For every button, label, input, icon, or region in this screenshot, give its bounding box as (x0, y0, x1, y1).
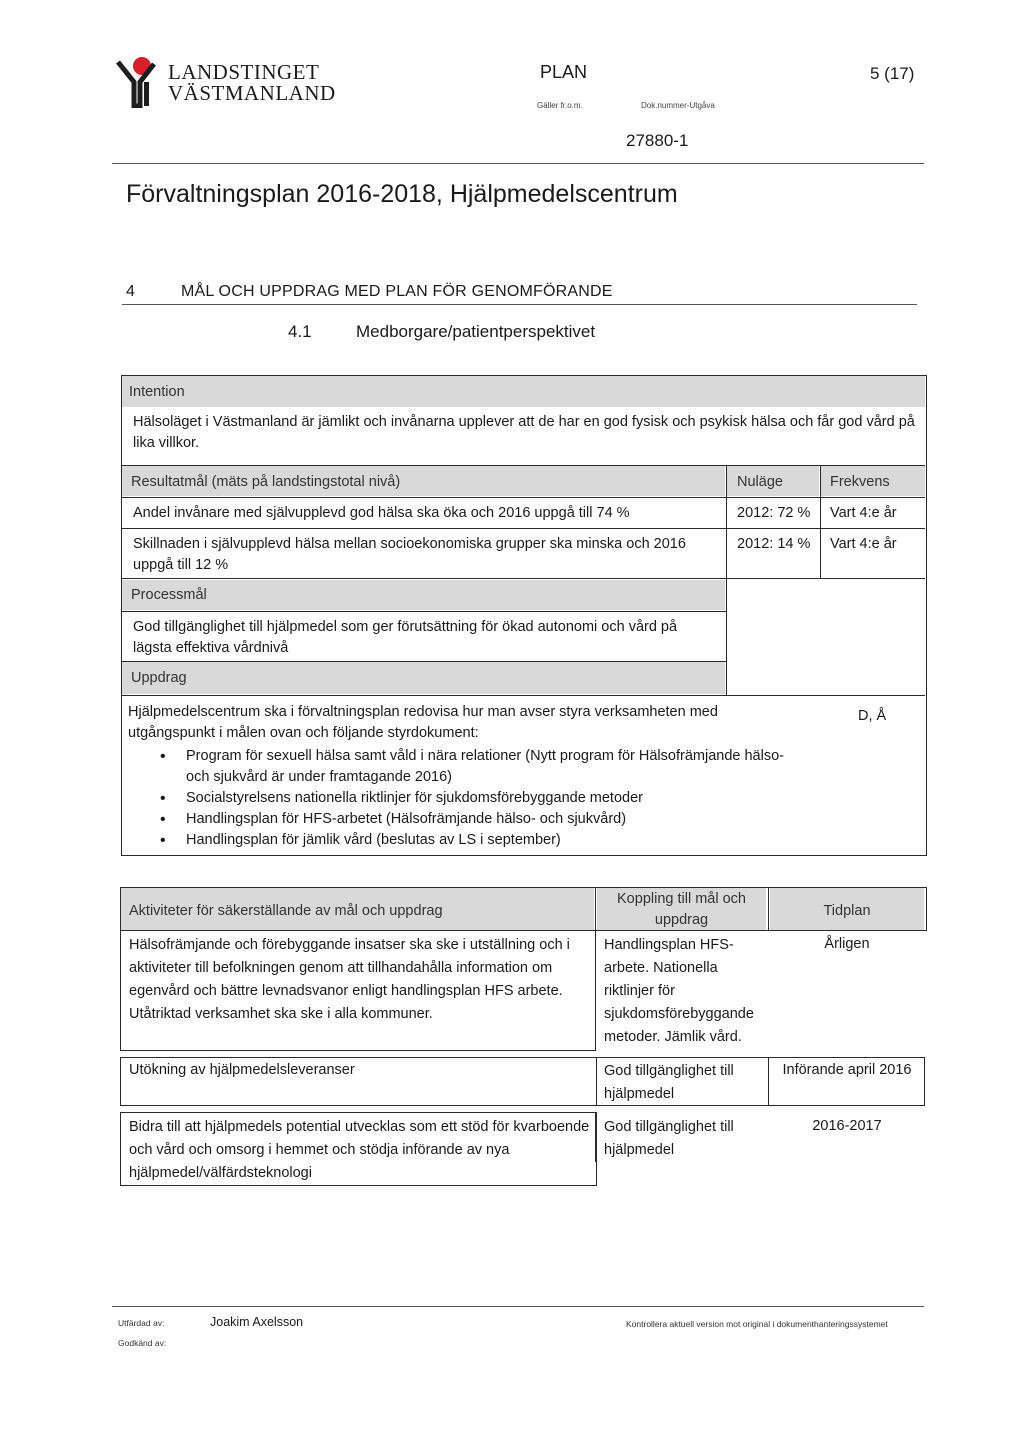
divider (122, 528, 925, 529)
divider (122, 695, 925, 696)
divider (120, 930, 926, 931)
section-title: MÅL OCH UPPDRAG MED PLAN FÖR GENOMFÖRANDE (181, 283, 613, 300)
county-logo-icon (112, 56, 164, 108)
result-status: 2012: 14 % (737, 536, 811, 552)
assignment-header-bg (122, 662, 725, 694)
frequency-header: Frekvens (830, 474, 890, 490)
assignment-header: Uppdrag (131, 670, 187, 686)
section-number: 4 (126, 283, 135, 300)
list-item: • Handlingsplan för HFS-arbetet (Hälsofrämjande hälso- och sjukvård) (128, 809, 808, 830)
issued-by-label: Utfärdad av: (118, 1318, 165, 1328)
activity-header: Aktiviteter för säkerställande av mål och uppdrag (129, 903, 443, 919)
intention-header: Intention (129, 384, 185, 400)
time-header: Tidplan (823, 903, 871, 919)
footer-note: Kontrollera aktuell version mot original i dokumenthanteringssystemet (626, 1319, 888, 1329)
section-divider (122, 304, 917, 305)
divider (122, 497, 925, 498)
divider (120, 1050, 596, 1051)
header-border (120, 887, 927, 931)
divider (595, 887, 596, 1050)
status-header: Nuläge (737, 474, 783, 490)
activity-link: God tillgänglighet till hjälpmedel (604, 1119, 734, 1158)
subsection-title: Medborgare/patientperspektivet (356, 322, 596, 341)
intention-header-bg (122, 376, 925, 407)
document-number-label: Dok.nummer-Utgåva (641, 101, 715, 110)
intention-text: Hälsoläget i Västmanland är jämlikt och invånarna upplever att de har en god fysisk och psykisk hälsa och får god vård på lika villkor. (133, 414, 915, 451)
result-text: Andel invånare med självupplevd god hälsa ska öka och 2016 uppgå till 74 % (133, 505, 630, 521)
activity-time: 2016-2017 (812, 1118, 882, 1134)
divider (768, 887, 769, 930)
activity-time: Införande april 2016 (782, 1062, 912, 1078)
list-item: • Handlingsplan för jämlik vård (beslutas av LS i september) (128, 830, 808, 851)
org-name-line1: LANDSTINGET (168, 60, 320, 84)
process-header: Processmål (131, 587, 207, 603)
divider (768, 1057, 769, 1105)
assignment-text: Hjälpmedelscentrum ska i förvaltningsplan redovisa hur man avser styra verksamheten med utgångspunkt i målen ovan och följande styrdokument: (128, 704, 718, 741)
document-number: 27880-1 (626, 131, 689, 150)
divider (122, 611, 727, 612)
process-text: God tillgänglighet till hjälpmedel som ger förutsättning för ökad autonomi och vård på lägsta effektiva vårdnivå (133, 619, 678, 656)
organization-logo (112, 52, 336, 112)
document-type: PLAN (540, 62, 588, 82)
header-divider (112, 163, 924, 164)
activity-time: Årligen (824, 936, 870, 952)
divider (122, 465, 925, 466)
link-header: Koppling till mål och uppdrag (617, 891, 746, 928)
divider (120, 930, 121, 1050)
result-header: Resultatmål (mäts på landstingstotal nivå) (131, 474, 401, 490)
activity-text: Bidra till att hjälpmedels potential utvecklas som ett stöd för kvarboende och vård och omsorg i hemmet och stödja införande av nya hjälpmedel/välfärdsteknologi (129, 1119, 590, 1181)
list-item: • Program för sexuell hälsa samt våld i nära relationer (Nytt program för Hälsofrämjande hälso- och sjukvård är under framtagande 2016) (128, 746, 808, 788)
activity-text: Utökning av hjälpmedelsleveranser (129, 1062, 355, 1078)
process-header-bg (122, 580, 725, 610)
activity-link: God tillgänglighet till hjälpmedel (604, 1063, 734, 1102)
page-number: 5 (17) (870, 64, 915, 83)
activity-text: Hälsofrämjande och förebyggande insatser ska ske i utställning och i aktiviteter till befolkningen genom att tillhandahålla information om egenvård och bättre levnadsvanor enligt handlingsplan HFS arbete. Utåtriktad verksamhet ska ske i alla kommuner. (129, 937, 570, 1022)
org-name-line2: VÄSTMANLAND (168, 81, 336, 105)
issued-by-name: Joakim Axelsson (210, 1315, 304, 1329)
assignment-list (128, 746, 808, 851)
result-frequency: Vart 4:e år (830, 536, 897, 552)
approved-by-label: Godkänd av: (118, 1338, 167, 1348)
result-frequency: Vart 4:e år (830, 505, 897, 521)
result-status: 2012: 72 % (737, 505, 811, 521)
subsection-number: 4.1 (288, 322, 312, 341)
divider (595, 1112, 596, 1162)
list-item: • Socialstyrelsens nationella riktlinjer för sjukdomsförebyggande metoder (128, 788, 808, 809)
activity-link: Handlingsplan HFS-arbete. Nationella riktlinjer för sjukdomsförebyggande metoder. Jämlik vård. (604, 937, 754, 1045)
divider (122, 578, 925, 579)
valid-from-label: Gäller fr.o.m. (537, 101, 583, 110)
footer-divider (112, 1306, 924, 1307)
assignment-code: D, Å (858, 708, 887, 724)
divider (820, 465, 821, 578)
result-text: Skillnaden i självupplevd hälsa mellan socioekonomiska grupper ska minska och 2016 uppgå till 12 % (133, 536, 686, 573)
document-title: Förvaltningsplan 2016-2018, Hjälpmedelscentrum (126, 180, 678, 208)
